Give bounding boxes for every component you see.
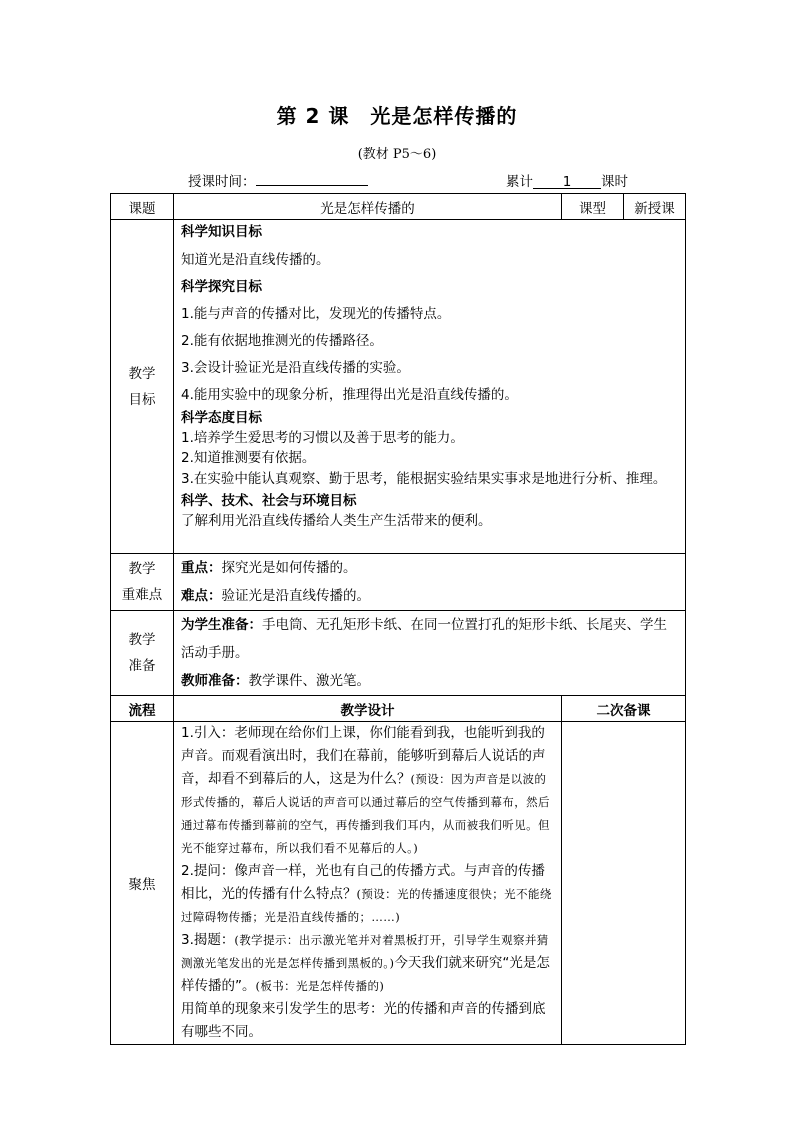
- student-prep-label: 为学生准备：: [181, 617, 262, 633]
- intro-text: 1.引入：老师现在给你们上课，你们能看到我，也能听到我的声音。而观看演出时，我们在幕前，能够听到幕后人说话的声音，却看不到幕后的人，这是为什么？: [181, 725, 546, 787]
- second-prep-label: 二次备课: [562, 696, 686, 722]
- goals-row: [111, 220, 686, 554]
- total-lessons-field: [506, 170, 628, 190]
- teaching-time-field: [188, 170, 368, 190]
- knowledge-goal-title: 科学知识目标: [181, 224, 262, 240]
- type-value: 新授课: [624, 194, 686, 220]
- attitude-goal-1: 1.培养学生爱思考的习惯以及善于思考的能力。: [181, 430, 464, 446]
- question-text: 2.提问：像声音一样，光也有自己的传播方式。与声音的传播相比，光的传播有什么特点？: [181, 863, 545, 902]
- intro-hint: (预设：因为声音是以波的形式传播的，幕后人说话的声音可以通过幕后的空气传播到幕布，然后通过幕布传播到幕前的空气，再传播到我们耳内，从而被我们听见。但光不能穿过幕布，所以我们看不见幕后的人。): [181, 772, 550, 855]
- process-header-row: [111, 696, 686, 722]
- preparation-content: [174, 611, 686, 696]
- key-label: 重点：: [181, 560, 222, 576]
- attitude-goal-3: 3.在实验中能认真观察、勤于思考，能根据实验结果实事求是地进行分析、推理。: [181, 471, 667, 487]
- inquiry-goal-4: 4.能用实验中的现象分析，推理得出光是沿直线传播的。: [181, 387, 518, 403]
- difficult-label: 难点：: [181, 588, 222, 604]
- inquiry-goal-2: 2.能有依据地推测光的传播路径。: [181, 333, 383, 349]
- focus-row: [111, 722, 686, 1045]
- total-value[interactable]: 1: [533, 174, 601, 189]
- inquiry-goal-3: 3.会设计验证光是沿直线传播的实验。: [181, 360, 410, 376]
- stse-goal-1: 了解利用光沿直线传播给人类生产生活带来的便利。: [181, 513, 492, 529]
- preparation-row: [111, 611, 686, 696]
- inquiry-goal-1: 1.能与声音的传播对比，发现光的传播特点。: [181, 306, 451, 322]
- reveal-hint: (教学提示：出示激光笔并对着黑板打开，引导学生观察并猜测激光笔发出的光是怎样传播到黑板的。): [181, 933, 549, 970]
- topic-row: [111, 194, 686, 220]
- board-note: (板书：光是怎样传播的): [255, 979, 385, 993]
- inquiry-goal-title: 科学探究目标: [181, 279, 262, 295]
- focus-label: 聚焦: [111, 722, 174, 1045]
- attitude-goal-2: 2.知道推测要有依据。: [181, 450, 316, 466]
- goals-label: 教学 目标: [111, 220, 174, 554]
- flow-label: 流程: [111, 696, 174, 722]
- teacher-prep-label: 教师准备：: [181, 673, 249, 689]
- attitude-goal-title: 科学态度目标: [181, 410, 262, 426]
- textbook-pages: (教材 P5～6): [357, 147, 437, 162]
- goals-content: [174, 220, 686, 554]
- lesson-plan-table: [110, 193, 686, 1045]
- key-points-content: [174, 554, 686, 611]
- key-text: 探究光是如何传播的。: [221, 560, 357, 576]
- topic-value: 光是怎样传播的: [174, 194, 562, 220]
- topic-label: 课题: [111, 194, 174, 220]
- student-prep-text: 手电筒、无孔矩形卡纸、在同一位置打孔的矩形卡纸、长尾夹、学生活动手册。: [181, 617, 667, 661]
- lesson-unit: 课时: [601, 174, 628, 190]
- teacher-prep-text: 教学课件、激光笔。: [248, 673, 370, 689]
- type-label: 课型: [562, 194, 624, 220]
- teaching-time-label: 授课时间：: [188, 174, 256, 190]
- summary-text: 用简单的现象来引发学生的思考：光的传播和声音的传播到底有哪些不同。: [181, 1001, 546, 1040]
- total-label: 累计: [506, 174, 533, 190]
- lesson-title: 第 2 课 光是怎样传播的: [276, 104, 518, 128]
- difficult-text: 验证光是沿直线传播的。: [221, 588, 370, 604]
- stse-goal-title: 科学、技术、社会与环境目标: [181, 493, 357, 509]
- teaching-time-blank[interactable]: [256, 171, 368, 186]
- reveal-text: 今天我们就来研究“光是怎样传播的”。: [181, 955, 550, 994]
- question-hint: (预设：光的传播速度很快；光不能绕过障碍物传播；光是沿直线传播的；……): [181, 887, 552, 924]
- focus-content: [174, 722, 562, 1045]
- preparation-label: 教学 准备: [111, 611, 174, 696]
- second-prep-cell[interactable]: [562, 722, 686, 1045]
- design-label: 教学设计: [174, 696, 562, 722]
- key-points-row: [111, 554, 686, 611]
- knowledge-goal-1: 知道光是沿直线传播的。: [181, 252, 330, 268]
- key-points-label: 教学 重难点: [111, 554, 174, 611]
- reveal-label: 3.揭题：: [181, 932, 235, 948]
